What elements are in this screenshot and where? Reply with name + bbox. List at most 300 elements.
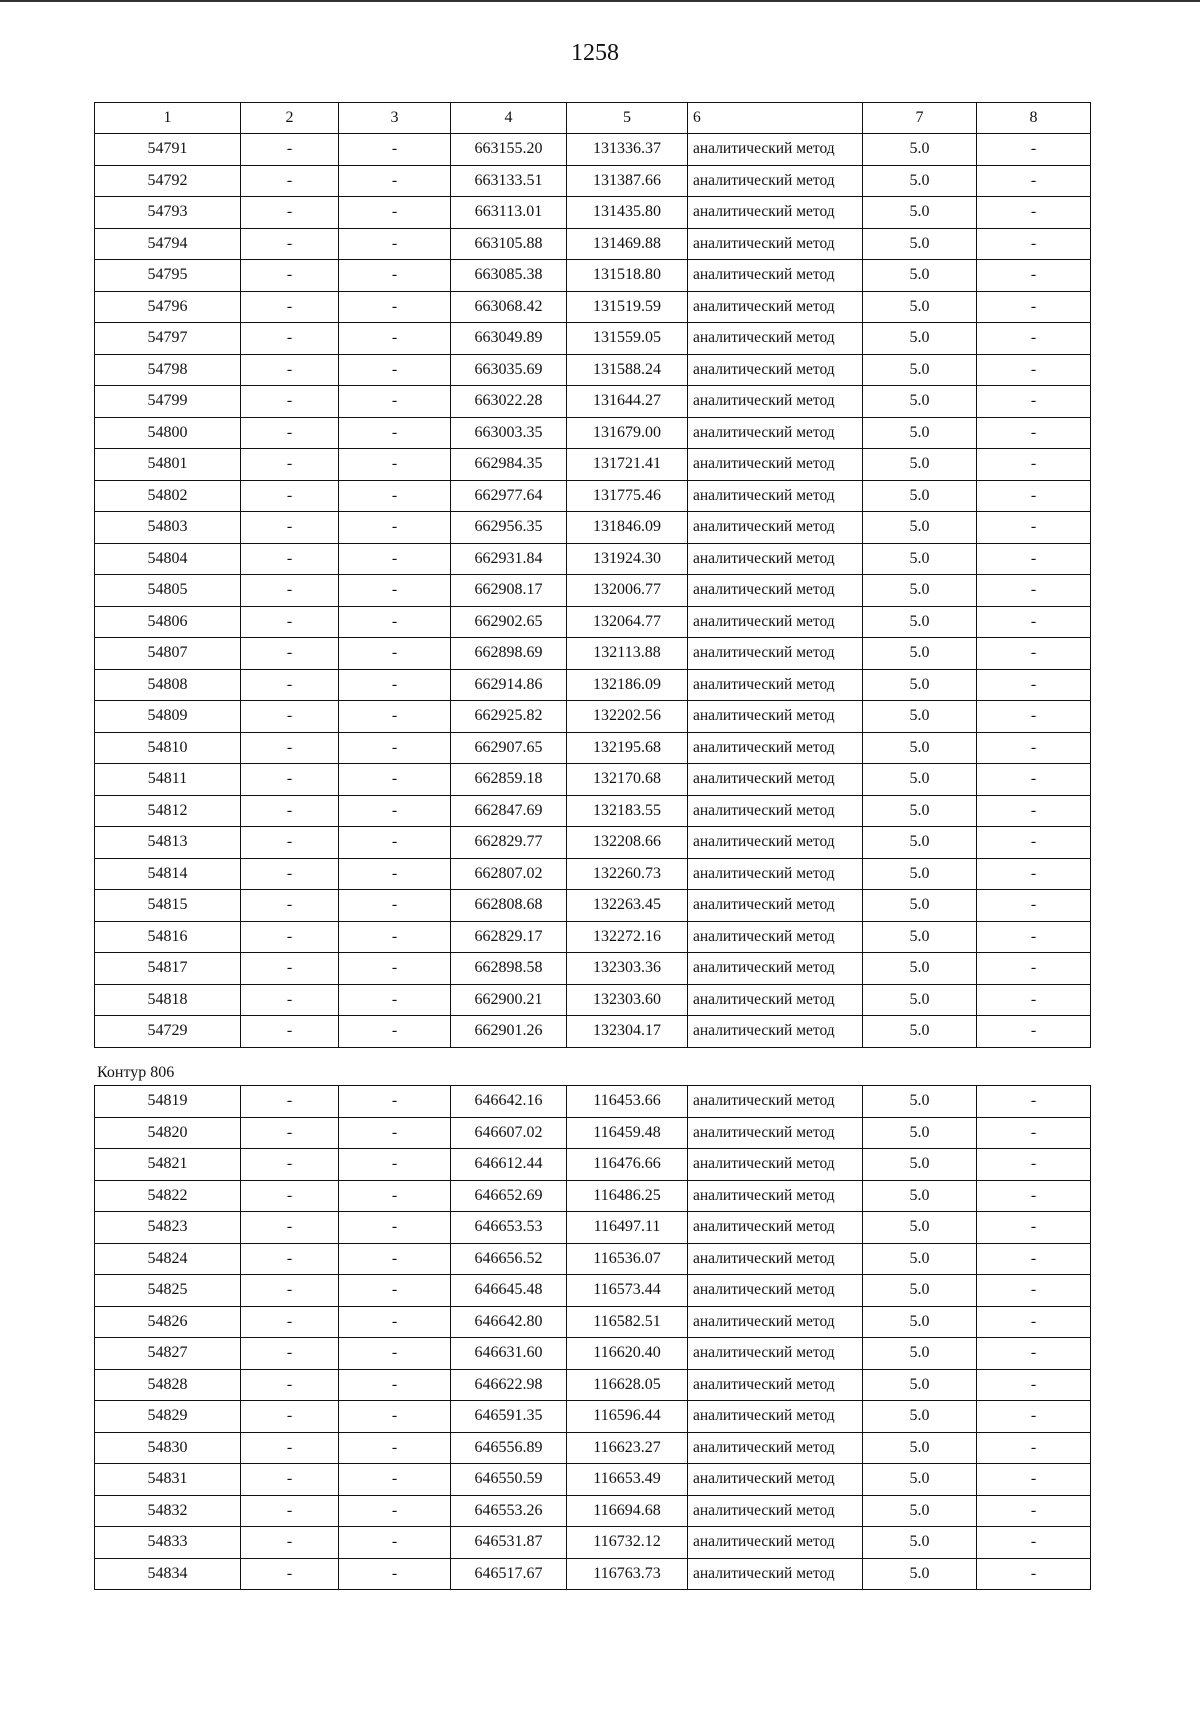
cell-col-1: 54822 bbox=[95, 1180, 241, 1212]
table-row bbox=[95, 1369, 1091, 1401]
cell-col-8: - bbox=[977, 827, 1091, 859]
cell-col-2: - bbox=[241, 795, 339, 827]
cell-col-1: 54803 bbox=[95, 512, 241, 544]
cell-col-5: 116732.12 bbox=[567, 1527, 688, 1559]
cell-col-6: аналитический метод bbox=[688, 417, 863, 449]
cell-col-7: 5.0 bbox=[863, 480, 977, 512]
cell-col-1: 54805 bbox=[95, 575, 241, 607]
cell-col-2: - bbox=[241, 1338, 339, 1370]
cell-col-3: - bbox=[339, 1180, 451, 1212]
cell-col-2: - bbox=[241, 858, 339, 890]
cell-col-7: 5.0 bbox=[863, 1558, 977, 1590]
cell-col-1: 54823 bbox=[95, 1212, 241, 1244]
cell-col-6: аналитический метод bbox=[688, 1016, 863, 1048]
table-row bbox=[95, 1432, 1091, 1464]
cell-col-5: 131924.30 bbox=[567, 543, 688, 575]
cell-col-1: 54832 bbox=[95, 1495, 241, 1527]
cell-col-7: 5.0 bbox=[863, 228, 977, 260]
cell-col-6: аналитический метод bbox=[688, 449, 863, 481]
table-row bbox=[95, 1401, 1091, 1433]
cell-col-4: 662900.21 bbox=[451, 984, 567, 1016]
cell-col-1: 54794 bbox=[95, 228, 241, 260]
cell-col-4: 663049.89 bbox=[451, 323, 567, 355]
cell-col-4: 663105.88 bbox=[451, 228, 567, 260]
cell-col-8: 8 bbox=[977, 103, 1091, 134]
cell-col-4: 646550.59 bbox=[451, 1464, 567, 1496]
table-row bbox=[95, 512, 1091, 544]
cell-col-4: 646652.69 bbox=[451, 1180, 567, 1212]
cell-col-7: 5.0 bbox=[863, 1495, 977, 1527]
cell-col-3: - bbox=[339, 575, 451, 607]
cell-col-1: 54833 bbox=[95, 1527, 241, 1559]
table-row bbox=[95, 1558, 1091, 1590]
cell-col-2: - bbox=[241, 449, 339, 481]
cell-col-8: - bbox=[977, 480, 1091, 512]
cell-col-8: - bbox=[977, 417, 1091, 449]
cell-col-4: 662807.02 bbox=[451, 858, 567, 890]
cell-col-3: - bbox=[339, 1464, 451, 1496]
cell-col-8: - bbox=[977, 1527, 1091, 1559]
cell-col-1: 54815 bbox=[95, 890, 241, 922]
table-row bbox=[95, 606, 1091, 638]
cell-col-2: 2 bbox=[241, 103, 339, 134]
cell-col-3: - bbox=[339, 228, 451, 260]
cell-col-1: 54804 bbox=[95, 543, 241, 575]
cell-col-1: 54796 bbox=[95, 291, 241, 323]
cell-col-4: 662859.18 bbox=[451, 764, 567, 796]
cell-col-3: - bbox=[339, 669, 451, 701]
cell-col-8: - bbox=[977, 638, 1091, 670]
cell-col-2: - bbox=[241, 543, 339, 575]
cell-col-5: 116596.44 bbox=[567, 1401, 688, 1433]
cell-col-6: аналитический метод bbox=[688, 260, 863, 292]
cell-col-5: 131518.80 bbox=[567, 260, 688, 292]
cell-col-3: - bbox=[339, 795, 451, 827]
cell-col-3: - bbox=[339, 606, 451, 638]
cell-col-6: аналитический метод bbox=[688, 323, 863, 355]
table-row bbox=[95, 1338, 1091, 1370]
cell-col-5: 131644.27 bbox=[567, 386, 688, 418]
cell-col-5: 116459.48 bbox=[567, 1117, 688, 1149]
cell-col-7: 5.0 bbox=[863, 134, 977, 166]
cell-col-7: 5.0 bbox=[863, 701, 977, 733]
cell-col-3: - bbox=[339, 1495, 451, 1527]
page-number: 1258 bbox=[571, 40, 619, 66]
cell-col-3: - bbox=[339, 701, 451, 733]
cell-col-1: 54831 bbox=[95, 1464, 241, 1496]
cell-col-4: 663035.69 bbox=[451, 354, 567, 386]
cell-col-5: 116536.07 bbox=[567, 1243, 688, 1275]
cell-col-4: 646556.89 bbox=[451, 1432, 567, 1464]
cell-col-3: - bbox=[339, 386, 451, 418]
cell-col-5: 132183.55 bbox=[567, 795, 688, 827]
cell-col-2: - bbox=[241, 638, 339, 670]
cell-col-6: аналитический метод bbox=[688, 1117, 863, 1149]
cell-col-2: - bbox=[241, 1243, 339, 1275]
cell-col-1: 54821 bbox=[95, 1149, 241, 1181]
cell-col-1: 54828 bbox=[95, 1369, 241, 1401]
cell-col-8: - bbox=[977, 1464, 1091, 1496]
cell-col-7: 5.0 bbox=[863, 1117, 977, 1149]
cell-col-8: - bbox=[977, 386, 1091, 418]
cell-col-5: 132064.77 bbox=[567, 606, 688, 638]
cell-col-6: аналитический метод bbox=[688, 1432, 863, 1464]
cell-col-1: 54811 bbox=[95, 764, 241, 796]
cell-col-1: 54818 bbox=[95, 984, 241, 1016]
cell-col-2: - bbox=[241, 1369, 339, 1401]
cell-col-1: 54798 bbox=[95, 354, 241, 386]
cell-col-1: 54801 bbox=[95, 449, 241, 481]
cell-col-8: - bbox=[977, 1495, 1091, 1527]
table-row bbox=[95, 165, 1091, 197]
cell-col-3: - bbox=[339, 449, 451, 481]
cell-col-7: 5.0 bbox=[863, 1464, 977, 1496]
cell-col-7: 5.0 bbox=[863, 1338, 977, 1370]
cell-col-7: 5.0 bbox=[863, 1016, 977, 1048]
cell-col-4: 646631.60 bbox=[451, 1338, 567, 1370]
cell-col-2: - bbox=[241, 1432, 339, 1464]
cell-col-6: аналитический метод bbox=[688, 1149, 863, 1181]
cell-col-7: 5.0 bbox=[863, 1306, 977, 1338]
cell-col-6: аналитический метод bbox=[688, 1464, 863, 1496]
table-row bbox=[95, 575, 1091, 607]
cell-col-8: - bbox=[977, 795, 1091, 827]
cell-col-5: 131775.46 bbox=[567, 480, 688, 512]
cell-col-1: 54800 bbox=[95, 417, 241, 449]
cell-col-6: аналитический метод bbox=[688, 1527, 863, 1559]
cell-col-4: 663113.01 bbox=[451, 197, 567, 229]
cell-col-3: - bbox=[339, 1212, 451, 1244]
table-row bbox=[95, 480, 1091, 512]
contour-label: Контур 806 bbox=[97, 1064, 175, 1081]
cell-col-8: - bbox=[977, 1149, 1091, 1181]
cell-col-1: 54830 bbox=[95, 1432, 241, 1464]
cell-col-4: 662908.17 bbox=[451, 575, 567, 607]
cell-col-3: - bbox=[339, 984, 451, 1016]
cell-col-5: 132186.09 bbox=[567, 669, 688, 701]
cell-col-7: 5.0 bbox=[863, 354, 977, 386]
cell-col-7: 5.0 bbox=[863, 858, 977, 890]
table-row bbox=[95, 921, 1091, 953]
cell-col-1: 54827 bbox=[95, 1338, 241, 1370]
cell-col-2: - bbox=[241, 1212, 339, 1244]
cell-col-8: - bbox=[977, 1243, 1091, 1275]
cell-col-6: аналитический метод bbox=[688, 732, 863, 764]
cell-col-6: аналитический метод bbox=[688, 638, 863, 670]
cell-col-4: 646653.53 bbox=[451, 1212, 567, 1244]
cell-col-7: 5.0 bbox=[863, 323, 977, 355]
cell-col-7: 7 bbox=[863, 103, 977, 134]
cell-col-6: аналитический метод bbox=[688, 827, 863, 859]
cell-col-8: - bbox=[977, 701, 1091, 733]
cell-col-2: - bbox=[241, 197, 339, 229]
cell-col-7: 5.0 bbox=[863, 669, 977, 701]
cell-col-7: 5.0 bbox=[863, 260, 977, 292]
cell-col-3: - bbox=[339, 354, 451, 386]
cell-col-3: - bbox=[339, 543, 451, 575]
cell-col-3: - bbox=[339, 1369, 451, 1401]
cell-col-8: - bbox=[977, 984, 1091, 1016]
cell-col-6: аналитический метод bbox=[688, 984, 863, 1016]
cell-col-6: аналитический метод bbox=[688, 1338, 863, 1370]
cell-col-6: аналитический метод bbox=[688, 795, 863, 827]
cell-col-1: 54802 bbox=[95, 480, 241, 512]
cell-col-7: 5.0 bbox=[863, 606, 977, 638]
cell-col-1: 54829 bbox=[95, 1401, 241, 1433]
cell-col-8: - bbox=[977, 1016, 1091, 1048]
cell-col-3: - bbox=[339, 1306, 451, 1338]
cell-col-3: - bbox=[339, 1558, 451, 1590]
cell-col-2: - bbox=[241, 134, 339, 166]
cell-col-5: 132260.73 bbox=[567, 858, 688, 890]
cell-col-1: 54799 bbox=[95, 386, 241, 418]
cell-col-5: 131679.00 bbox=[567, 417, 688, 449]
cell-col-8: - bbox=[977, 1275, 1091, 1307]
cell-col-7: 5.0 bbox=[863, 795, 977, 827]
cell-col-5: 131387.66 bbox=[567, 165, 688, 197]
cell-col-4: 646591.35 bbox=[451, 1401, 567, 1433]
cell-col-2: - bbox=[241, 323, 339, 355]
scan-edge-line bbox=[0, 0, 1200, 2]
cell-col-1: 54809 bbox=[95, 701, 241, 733]
cell-col-6: аналитический метод bbox=[688, 228, 863, 260]
cell-col-8: - bbox=[977, 764, 1091, 796]
cell-col-8: - bbox=[977, 323, 1091, 355]
cell-col-5: 132263.45 bbox=[567, 890, 688, 922]
cell-col-2: - bbox=[241, 260, 339, 292]
cell-col-2: - bbox=[241, 228, 339, 260]
cell-col-2: - bbox=[241, 1117, 339, 1149]
cell-col-4: 663133.51 bbox=[451, 165, 567, 197]
table-row bbox=[95, 795, 1091, 827]
cell-col-7: 5.0 bbox=[863, 449, 977, 481]
cell-col-6: аналитический метод bbox=[688, 701, 863, 733]
cell-col-8: - bbox=[977, 291, 1091, 323]
cell-col-4: 662907.65 bbox=[451, 732, 567, 764]
cell-col-4: 662829.77 bbox=[451, 827, 567, 859]
cell-col-8: - bbox=[977, 1180, 1091, 1212]
cell-col-3: - bbox=[339, 1338, 451, 1370]
table-row bbox=[95, 827, 1091, 859]
cell-col-3: - bbox=[339, 764, 451, 796]
cell-col-4: 662901.26 bbox=[451, 1016, 567, 1048]
cell-col-3: 3 bbox=[339, 103, 451, 134]
cell-col-1: 54797 bbox=[95, 323, 241, 355]
cell-col-2: - bbox=[241, 1149, 339, 1181]
cell-col-8: - bbox=[977, 134, 1091, 166]
table-row bbox=[95, 1306, 1091, 1338]
cell-col-5: 131721.41 bbox=[567, 449, 688, 481]
cell-col-2: - bbox=[241, 291, 339, 323]
cell-col-8: - bbox=[977, 890, 1091, 922]
cell-col-4: 662847.69 bbox=[451, 795, 567, 827]
cell-col-5: 116573.44 bbox=[567, 1275, 688, 1307]
cell-col-3: - bbox=[339, 480, 451, 512]
cell-col-6: аналитический метод bbox=[688, 669, 863, 701]
cell-col-2: - bbox=[241, 1180, 339, 1212]
cell-col-7: 5.0 bbox=[863, 417, 977, 449]
cell-col-4: 662808.68 bbox=[451, 890, 567, 922]
cell-col-3: - bbox=[339, 197, 451, 229]
cell-col-4: 662977.64 bbox=[451, 480, 567, 512]
cell-col-2: - bbox=[241, 984, 339, 1016]
cell-col-1: 54729 bbox=[95, 1016, 241, 1048]
cell-col-7: 5.0 bbox=[863, 575, 977, 607]
cell-col-1: 54825 bbox=[95, 1275, 241, 1307]
coordinates-table-contour-806 bbox=[94, 1085, 1091, 1590]
cell-col-7: 5.0 bbox=[863, 1212, 977, 1244]
cell-col-6: аналитический метод bbox=[688, 953, 863, 985]
cell-col-7: 5.0 bbox=[863, 732, 977, 764]
cell-col-8: - bbox=[977, 228, 1091, 260]
table-row bbox=[95, 417, 1091, 449]
table-row bbox=[95, 228, 1091, 260]
cell-col-2: - bbox=[241, 921, 339, 953]
cell-col-5: 132272.16 bbox=[567, 921, 688, 953]
cell-col-8: - bbox=[977, 354, 1091, 386]
cell-col-2: - bbox=[241, 1275, 339, 1307]
cell-col-2: - bbox=[241, 764, 339, 796]
cell-col-6: аналитический метод bbox=[688, 291, 863, 323]
table-row bbox=[95, 1180, 1091, 1212]
table-row bbox=[95, 1243, 1091, 1275]
cell-col-3: - bbox=[339, 1117, 451, 1149]
cell-col-3: - bbox=[339, 858, 451, 890]
cell-col-2: - bbox=[241, 1306, 339, 1338]
cell-col-6: аналитический метод bbox=[688, 858, 863, 890]
cell-col-7: 5.0 bbox=[863, 890, 977, 922]
cell-col-7: 5.0 bbox=[863, 165, 977, 197]
cell-col-5: 116476.66 bbox=[567, 1149, 688, 1181]
cell-col-7: 5.0 bbox=[863, 638, 977, 670]
cell-col-6: аналитический метод bbox=[688, 1275, 863, 1307]
cell-col-1: 54810 bbox=[95, 732, 241, 764]
cell-col-6: аналитический метод bbox=[688, 1369, 863, 1401]
table-row bbox=[95, 638, 1091, 670]
cell-col-7: 5.0 bbox=[863, 1275, 977, 1307]
cell-col-5: 131469.88 bbox=[567, 228, 688, 260]
cell-col-7: 5.0 bbox=[863, 197, 977, 229]
cell-col-6: аналитический метод bbox=[688, 921, 863, 953]
cell-col-3: - bbox=[339, 1149, 451, 1181]
cell-col-8: - bbox=[977, 1432, 1091, 1464]
cell-col-2: - bbox=[241, 1464, 339, 1496]
table-row bbox=[95, 449, 1091, 481]
cell-col-3: - bbox=[339, 417, 451, 449]
table-row bbox=[95, 701, 1091, 733]
cell-col-5: 116623.27 bbox=[567, 1432, 688, 1464]
cell-col-3: - bbox=[339, 1275, 451, 1307]
cell-col-5: 131519.59 bbox=[567, 291, 688, 323]
cell-col-1: 54806 bbox=[95, 606, 241, 638]
table-row bbox=[95, 1275, 1091, 1307]
cell-col-3: - bbox=[339, 890, 451, 922]
cell-col-7: 5.0 bbox=[863, 291, 977, 323]
cell-col-2: - bbox=[241, 386, 339, 418]
cell-col-6: аналитический метод bbox=[688, 606, 863, 638]
cell-col-1: 54807 bbox=[95, 638, 241, 670]
cell-col-4: 646553.26 bbox=[451, 1495, 567, 1527]
cell-col-5: 132202.56 bbox=[567, 701, 688, 733]
cell-col-7: 5.0 bbox=[863, 512, 977, 544]
cell-col-2: - bbox=[241, 512, 339, 544]
cell-col-2: - bbox=[241, 890, 339, 922]
cell-col-5: 116653.49 bbox=[567, 1464, 688, 1496]
table-row bbox=[95, 134, 1091, 166]
cell-col-7: 5.0 bbox=[863, 1149, 977, 1181]
cell-col-5: 131846.09 bbox=[567, 512, 688, 544]
cell-col-7: 5.0 bbox=[863, 1369, 977, 1401]
cell-col-6: аналитический метод bbox=[688, 1180, 863, 1212]
cell-col-4: 663085.38 bbox=[451, 260, 567, 292]
table-row bbox=[95, 354, 1091, 386]
cell-col-5: 116763.73 bbox=[567, 1558, 688, 1590]
table-row bbox=[95, 291, 1091, 323]
cell-col-6: аналитический метод bbox=[688, 354, 863, 386]
cell-col-5: 132170.68 bbox=[567, 764, 688, 796]
cell-col-3: - bbox=[339, 1401, 451, 1433]
cell-col-7: 5.0 bbox=[863, 1432, 977, 1464]
table-row bbox=[95, 197, 1091, 229]
cell-col-1: 54820 bbox=[95, 1117, 241, 1149]
cell-col-2: - bbox=[241, 1495, 339, 1527]
cell-col-5: 131435.80 bbox=[567, 197, 688, 229]
table-row bbox=[95, 1495, 1091, 1527]
cell-col-6: аналитический метод bbox=[688, 890, 863, 922]
cell-col-7: 5.0 bbox=[863, 386, 977, 418]
table-row bbox=[95, 543, 1091, 575]
cell-col-7: 5.0 bbox=[863, 543, 977, 575]
cell-col-3: - bbox=[339, 953, 451, 985]
cell-col-7: 5.0 bbox=[863, 921, 977, 953]
cell-col-4: 662898.69 bbox=[451, 638, 567, 670]
cell-col-6: аналитический метод bbox=[688, 1212, 863, 1244]
cell-col-2: - bbox=[241, 417, 339, 449]
table-row bbox=[95, 984, 1091, 1016]
cell-col-3: - bbox=[339, 512, 451, 544]
cell-col-8: - bbox=[977, 1369, 1091, 1401]
cell-col-3: - bbox=[339, 638, 451, 670]
cell-col-2: - bbox=[241, 1401, 339, 1433]
cell-col-3: - bbox=[339, 732, 451, 764]
table-header-row bbox=[95, 103, 1091, 134]
cell-col-8: - bbox=[977, 606, 1091, 638]
cell-col-6: аналитический метод bbox=[688, 386, 863, 418]
cell-col-5: 5 bbox=[567, 103, 688, 134]
cell-col-3: - bbox=[339, 921, 451, 953]
cell-col-2: - bbox=[241, 669, 339, 701]
cell-col-6: аналитический метод bbox=[688, 1495, 863, 1527]
cell-col-5: 131559.05 bbox=[567, 323, 688, 355]
cell-col-1: 54813 bbox=[95, 827, 241, 859]
cell-col-3: - bbox=[339, 1243, 451, 1275]
cell-col-1: 54812 bbox=[95, 795, 241, 827]
cell-col-1: 54824 bbox=[95, 1243, 241, 1275]
cell-col-4: 646612.44 bbox=[451, 1149, 567, 1181]
cell-col-8: - bbox=[977, 575, 1091, 607]
cell-col-6: аналитический метод bbox=[688, 1306, 863, 1338]
table-row bbox=[95, 953, 1091, 985]
cell-col-5: 116453.66 bbox=[567, 1086, 688, 1118]
cell-col-2: - bbox=[241, 1086, 339, 1118]
cell-col-5: 116628.05 bbox=[567, 1369, 688, 1401]
cell-col-4: 662956.35 bbox=[451, 512, 567, 544]
cell-col-8: - bbox=[977, 197, 1091, 229]
cell-col-2: - bbox=[241, 575, 339, 607]
cell-col-1: 54792 bbox=[95, 165, 241, 197]
cell-col-3: - bbox=[339, 165, 451, 197]
cell-col-8: - bbox=[977, 1338, 1091, 1370]
